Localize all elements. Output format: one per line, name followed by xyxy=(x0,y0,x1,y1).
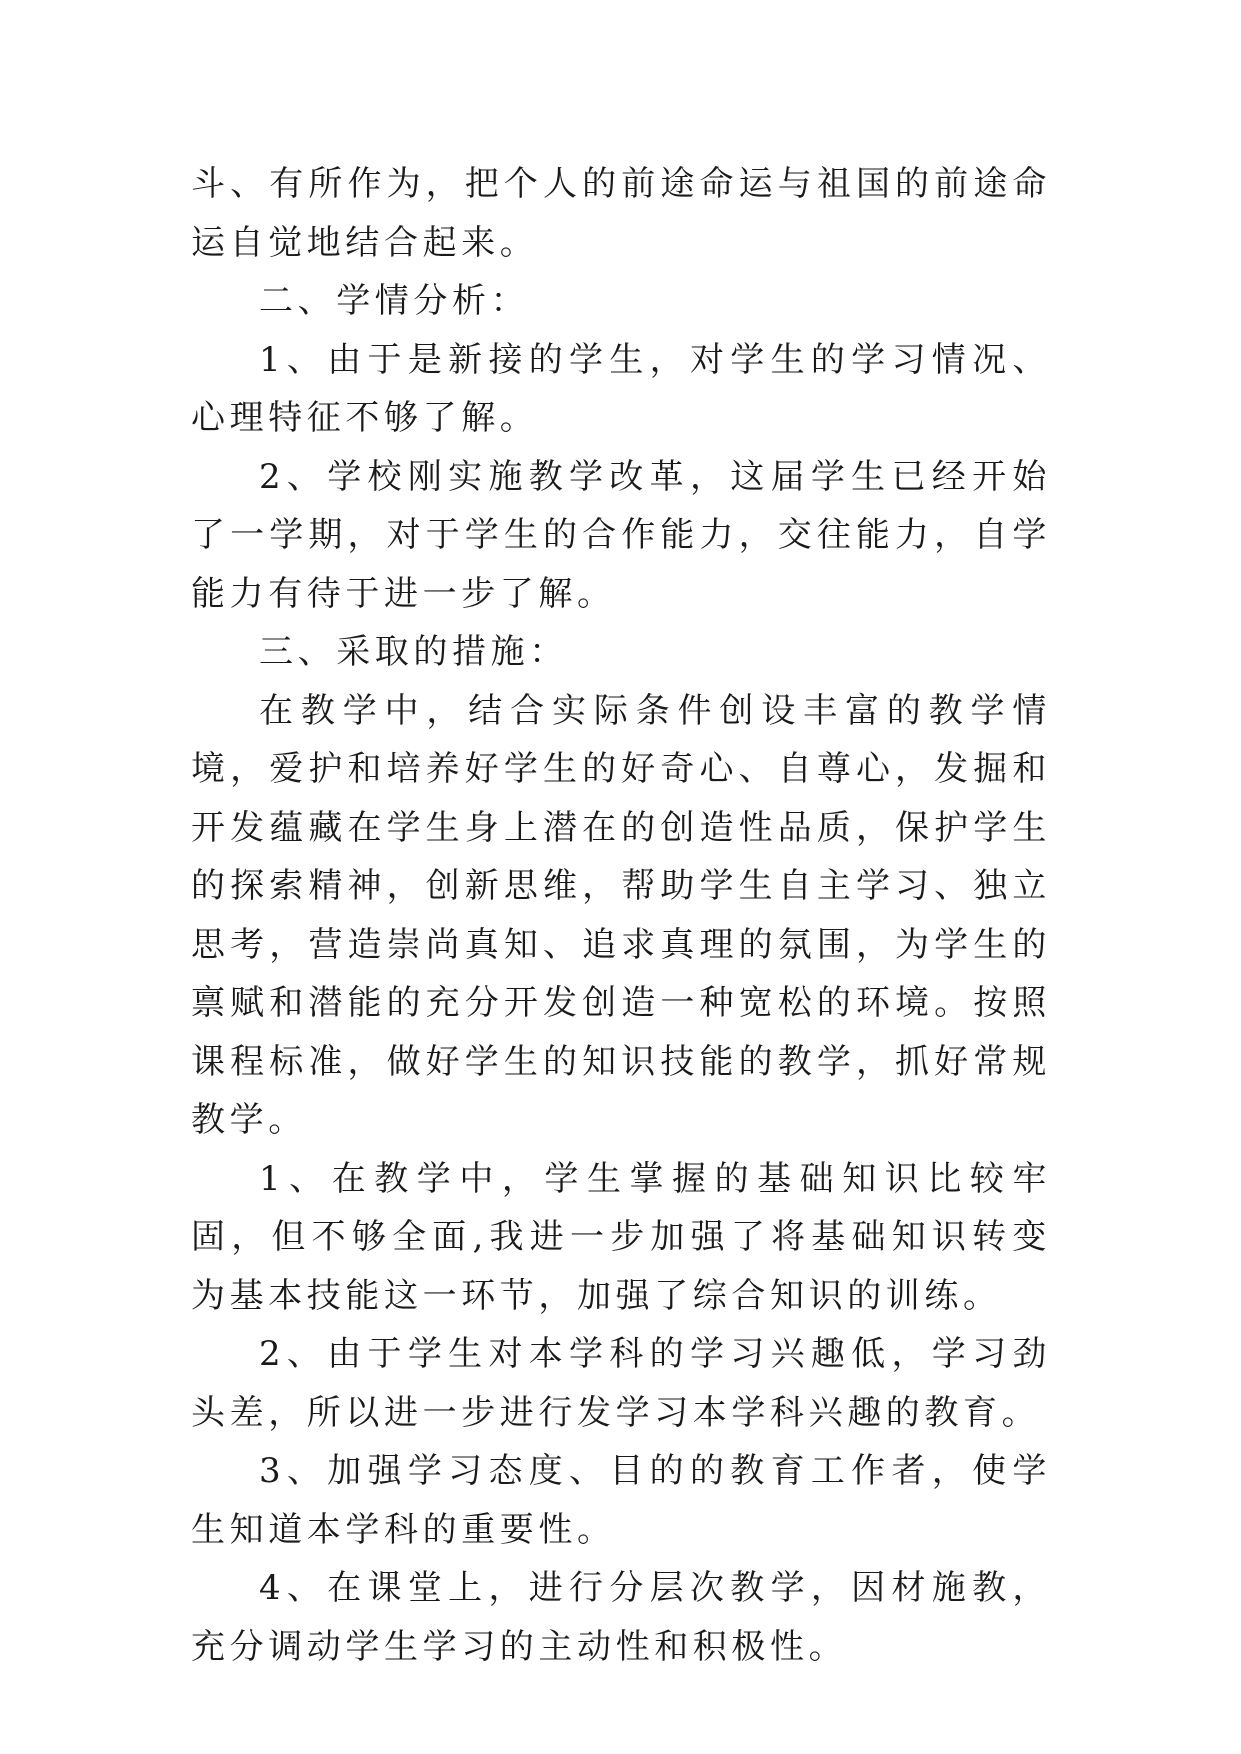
document-body xyxy=(191,155,1051,1676)
paragraph-analysis-1: 1、由于是新接的学生，对学生的学习情况、心理特征不够了解。 xyxy=(191,339,1051,438)
section-heading-measures: 三、采取的措施： xyxy=(259,632,568,672)
paragraph-measures-intro: 在教学中，结合实际条件创设丰富的教学情境，爱护和培养好学生的好奇心、自尊心，发掘和开发蕴藏在学生身上潜在的创造性品质，保护学生的探索精神，创新思维，帮助学生自主学习、独立思考，营造崇尚真知、追求真理的氛围，为学生的禀赋和潜能的充分开发创造一种宽松的环境。按照课程标准，做好学生的知识技能的教学，抓好常规教学。 xyxy=(191,690,1051,1140)
paragraph-measure-3: 3、加强学习态度、目的的教育工作者，使学生知道本学科的重要性。 xyxy=(191,1451,1051,1550)
paragraph-measure-1: 1、在教学中，学生掌握的基础知识比较牢固，但不够全面,我进一步加强了将基础知识转变为基本技能这一环节，加强了综合知识的训练。 xyxy=(191,1158,1051,1316)
paragraph-continuation: 斗、有所作为，把个人的前途命运与祖国的前途命运自觉地结合起来。 xyxy=(191,164,1051,263)
section-heading-student-analysis: 二、学情分析： xyxy=(259,281,530,321)
paragraph-measure-2: 2、由于学生对本学科的学习兴趣低，学习劲头差，所以进一步进行发学习本学科兴趣的教育。 xyxy=(191,1334,1051,1433)
paragraph-analysis-2: 2、学校刚实施教学改革，这届学生已经开始了一学期，对于学生的合作能力，交往能力，自学能力有待于进一步了解。 xyxy=(191,456,1051,614)
paragraph-measure-4: 4、在课堂上，进行分层次教学，因材施教，充分调动学生学习的主动性和积极性。 xyxy=(191,1568,1051,1667)
